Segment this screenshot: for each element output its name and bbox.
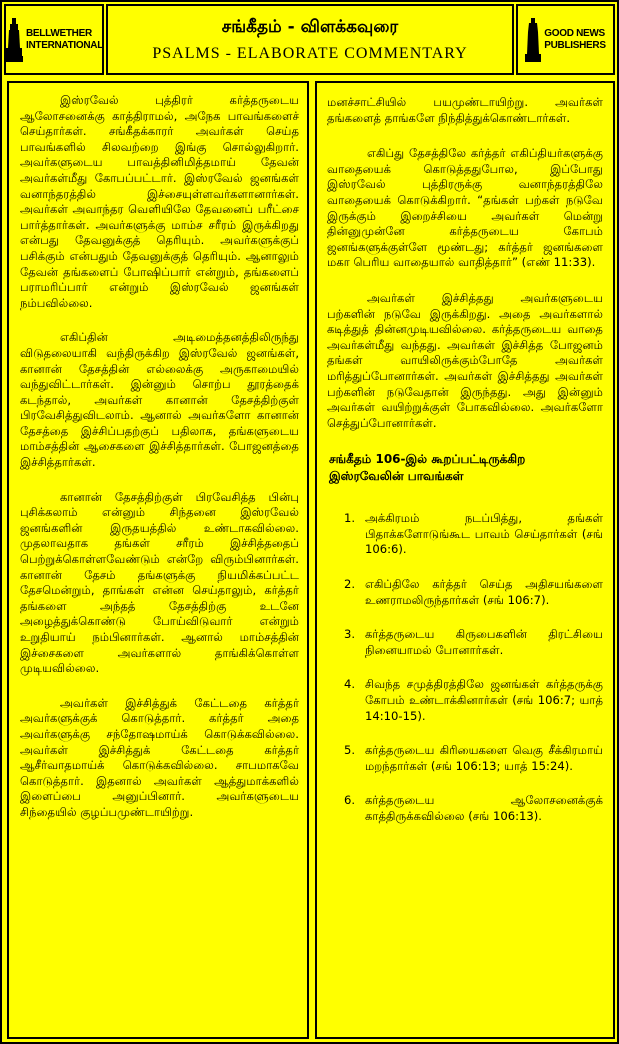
list-item (327, 793, 603, 824)
list-item-number: 6. (343, 793, 355, 808)
title-box (106, 4, 514, 75)
list-item-text: கர்த்தருடைய கிருபைகளின் திரட்சியை நினையாமல் போனார்கள். (365, 627, 603, 657)
list-item (327, 511, 603, 558)
paragraph: கானான் தேசத்திற்குள் பிரவேசித்த பின்பு புசிக்கலாம் என்னும் சிந்தனை இஸ்ரவேல் ஜனங்களின் இருதயத்தில் உண்டாகவில்லை. முதலாவதாக தங்கள் சரீரம் இச்சித்ததைப் பெற்றுக்கொள்ளவேண்டும் என்றே விரும்பினார்கள். கானான் தேசம் தங்களுக்கு நியமிக்கப்பட்ட தேசமென்றும், தாங்கள் என்ன செய்தாலும், கர்த்தர் தங்களை அந்தத் தேசத்திற்கு உடனே அழைத்துக்கொண்டு போய்விடுவார் என்றும் உறுதியாய் நம்பினார்கள். ஆனால் மாம்சத்தின் இச்சைகளை அவர்களால் தாங்கிக்கொள்ள முடியவில்லை. (20, 489, 299, 676)
bellwether-bell-icon (5, 18, 23, 62)
list-item-text: கர்த்தருடைய கிரியைகளை வெகு சீக்கிரமாய் மறந்தார்கள் (சங் 106:13; யாத் 15:24). (365, 743, 603, 773)
header (2, 2, 617, 77)
list-item-number: 5. (343, 743, 355, 758)
paragraph: அவர்கள் இச்சித்துக் கேட்டதை கர்த்தர் அவர்களுக்குக் கொடுத்தார். கர்த்தர் அதை அவர்களுக்கு சந்தோஷமாய்க் கொடுக்கவில்லை. அவர்கள் இச்சித்துக் கேட்டதை கர்த்தர் ஆசீர்வாதமாய்க் கொடுக்கவில்லை. சாபமாகவே கொடுத்தார். இதனால் அவர்கள் ஆத்துமாக்களில் இளைப்பை அனுப்பினார். அவர்களுடைய சிந்தையில் குழப்பமுண்டாயிற்று. (20, 695, 299, 819)
good-news-logo (516, 4, 615, 75)
good-news-tower-icon (525, 18, 541, 62)
list-item-text: கர்த்தருடைய ஆலோசனைக்குக் காத்திருக்கவில்லை (சங் 106:13). (365, 793, 603, 823)
continued-paragraph: மனச்சாட்சியில் பயமுண்டாயிற்று. அவர்கள் தங்களைத் தாங்களே நிந்தித்துக்கொண்டார்கள். (327, 95, 603, 125)
paragraph: எகிப்து தேசத்திலே கர்த்தர் எகிப்தியர்களுக்கு வாதையைக் கொடுத்ததுபோல, இப்போது இஸ்ரவேல் புத்திரருக்கு வனாந்தரத்திலே வாதையைக் கொடுக்கிறார். “தங்கள் பற்கள் நடுவே இருக்கும் இறைச்சியை அவர்கள் மென்று தின்னுமுன்னே கர்த்தருடைய கோபம் ஜனங்களுக்குள்ளே மூண்டது; கர்த்தர் ஜனங்களை மகா பெரிய வாதையால் வாதித்தார்” (எண் 11:33). (327, 146, 603, 270)
sins-list (327, 511, 603, 824)
left-column (7, 81, 309, 1039)
section-heading: சங்கீதம் 106-இல் கூறப்பட்டிருக்கிற இஸ்ரவேலின் பாவங்கள் (329, 452, 526, 484)
list-item (327, 743, 603, 774)
list-item-text: சிவந்த சமுத்திரத்திலே ஜனங்கள் கர்த்தருக்கு கோபம் உண்டாக்கினார்கள் (சங் 106:7; யாத் 14:10-15). (365, 677, 603, 723)
list-item-text: எகிப்திலே கர்த்தர் செய்த அதிசயங்களை உணராமலிருந்தார்கள் (சங் 106:7). (365, 577, 603, 607)
paragraph: அவர்கள் இச்சித்தது அவர்களுடைய பற்களின் நடுவே இருக்கிறது. அதை அவர்களால் கடித்துத் தின்னமுடியவில்லை. கர்த்தருடைய வாதை அவர்கள்மீது வந்தது. அவர்கள் இச்சித்த போஜனம் தங்கள் வாயிலிருக்கும்போதே அவர்கள் மரித்துப்போனார்கள். அவர்கள் இச்சித்தது அவர்கள் பற்களின் நடுவேதான் இருந்தது. அது இன்னும் அவர்கள் வயிற்றுக்குள் போகவில்லை. அவர்களோ செத்துப்போனார்கள். (327, 290, 603, 430)
list-item (327, 577, 603, 608)
list-item-number: 3. (343, 627, 355, 642)
page-title-english: PSALMS - ELABORATE COMMENTARY (152, 44, 468, 62)
paragraph: இஸ்ரவேல் புத்திரர் கர்த்தருடைய ஆலோசனைக்கு காத்திராமல், அநேக பாவங்களைச் செய்தார்கள். சங்கீதக்காரர் அவர்கள் செய்த பாவங்களில் சிலவற்றை இங்கு சொல்லுகிறார். அவர்களுடைய பாவத்தினிமித்தமாய் தேவன் அவர்கள்மீது கோபப்பட்டார். இஸ்ரவேல் ஜனங்கள் வனாந்தரத்தில் இச்சையுள்ளவர்களானார்கள். அவர்கள் அவாந்தர வெளியிலே தேவனைப் பரீட்சை பார்த்தார்கள். அவர்களுக்கு மாம்ச சரீரம் இருக்கிறது என்பது தேவனுக்குத் தெரியும். அவர்களுக்குப் பசிக்கும் என்பதும் தேவனுக்குத் தெரியும். ஆனாலும் தேவன் தங்களைப் போஷிப்பார் என்றும், தங்களைப் பராமரிப்பார் என்றும் இஸ்ரவேல் ஜனங்கள் நம்பவில்லை. (20, 93, 299, 310)
paragraph: எகிப்தின் அடிமைத்தனத்திலிருந்து விடுதலையாகி வந்திருக்கிற இஸ்ரவேல் ஜனங்கள், கானான் தேசத்தின் எல்லைக்கு அருகாமையில் வந்துவிட்டார்கள். இன்னும் சொற்ப தூரத்தைக் கடந்தால், அவர்கள் கானான் தேசத்திற்குள் பிரவேசித்துவிடலாம். ஆனால் அவர்களோ கானான் தேசத்தை இச்சிப்பதற்குப் பதிலாக, தங்களுடைய மாம்சத்தின் ஆசைகளை இச்சித்தார்கள். போஜனத்தை இச்சித்தார்கள். (20, 330, 299, 470)
bellwether-logo-line2: INTERNATIONAL (25, 39, 104, 51)
good-news-logo-line1: GOOD NEWS (544, 27, 605, 39)
good-news-logo-line2: PUBLISHERS (544, 39, 606, 51)
bellwether-logo-line1: BELLWETHER (25, 27, 92, 39)
page-title-tamil: சங்கீதம் - விளக்கவுரை (221, 16, 399, 37)
list-item-text: அக்கிரமம் நடப்பித்து, தங்கள் பிதாக்களோடுங்கூட பாவம் செய்தார்கள் (சங் 106:6). (365, 511, 603, 557)
right-column (315, 81, 615, 1039)
list-item (327, 677, 603, 724)
list-item-number: 2. (343, 577, 355, 592)
list-item (327, 627, 603, 658)
list-item-number: 4. (343, 677, 355, 692)
list-item-number: 1. (343, 511, 355, 526)
bellwether-logo (4, 4, 104, 75)
